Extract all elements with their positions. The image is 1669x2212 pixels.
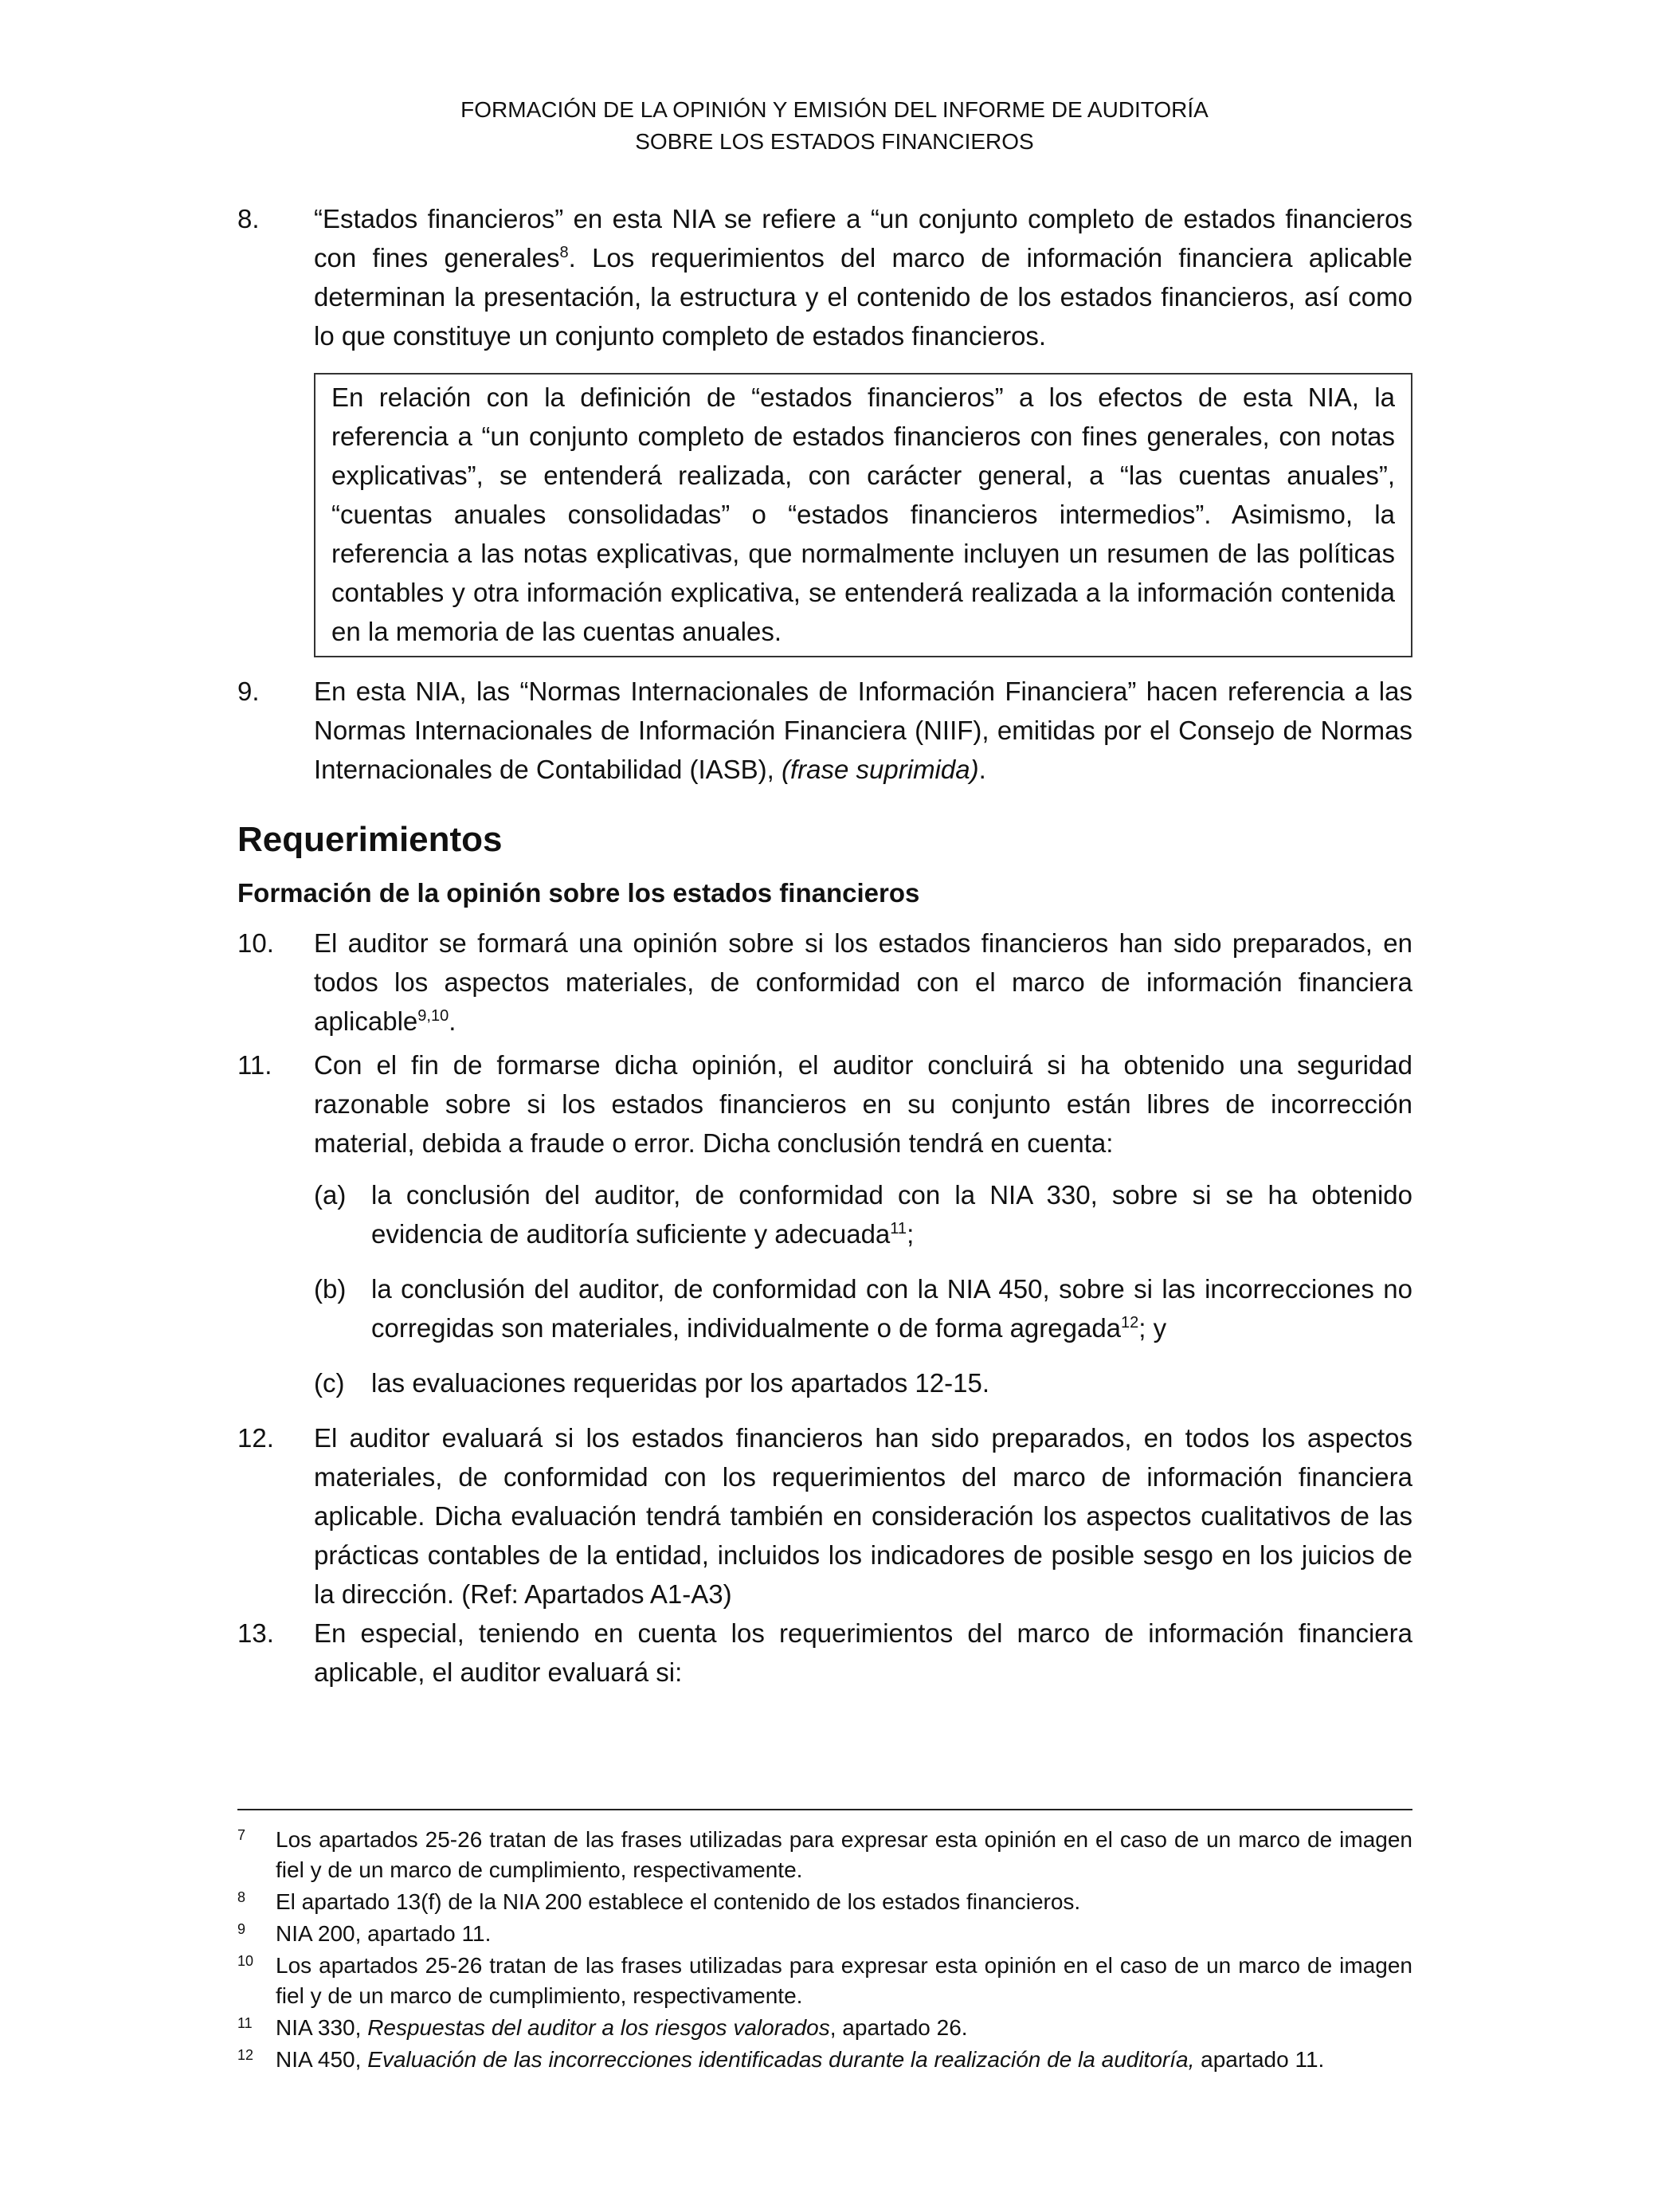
paragraph-number: 12. xyxy=(237,1423,274,1453)
section-title: Requerimientos xyxy=(237,820,503,859)
paragraph-number: 9. xyxy=(237,677,260,706)
paragraph-number: 8. xyxy=(237,204,260,233)
note-box-text: En relación con la definición de “estados financieros” a los efectos de esta NIA, la referencia a “un conjunto completo de estados financieros con fines generales, con notas explicativas”, se entenderá realizada, con carácter general, a “las cuentas anuales”, “cuentas anuales consolidadas” o “estados financieros intermedios”. Asimismo, la referencia a las notas explicativas, que normalmente incluyen un resumen de las políticas contables y otra información explicativa, se entenderá realizada a la información contenida en la memoria de las cuentas anuales. xyxy=(331,382,1395,646)
paragraph-11-sublist xyxy=(314,1175,1412,1402)
footnote-text-continued: , apartado 26. xyxy=(829,2015,968,2040)
footnote-text: Los apartados 25-26 tratan de las frases utilizadas para expresar esta opinión en el caso de un marco de imagen fiel y de un marco de cumplimiento, respectivamente. xyxy=(276,1953,1412,2008)
paragraph-text-continued: . xyxy=(449,1006,456,1036)
paragraph-number: 11. xyxy=(237,1050,272,1080)
paragraph-text-continued: . Los requerimientos del marco de información financiera aplicable determinan la presentación, la estructura y el contenido de los estados financieros, así como lo que constituye un conjunto completo de estados financieros. xyxy=(314,243,1412,351)
paragraph-number: 10. xyxy=(237,928,274,958)
list-item-text: la conclusión del auditor, de conformidad con la NIA 450, sobre si las incorrecciones no corregidas son materiales, individualmente o de forma agregada xyxy=(371,1274,1412,1343)
paragraph-10 xyxy=(237,924,1412,1041)
paragraph-12 xyxy=(237,1418,1412,1614)
footnote-8 xyxy=(237,1887,1412,1917)
footnote-italic-title: Respuestas del auditor a los riesgos valorados xyxy=(367,2015,830,2040)
list-item-letter: (c) xyxy=(314,1368,345,1398)
footnote-7 xyxy=(237,1825,1412,1885)
footnote-ref-9-10[interactable]: 9,10 xyxy=(417,1007,449,1025)
list-item-text-continued: ; xyxy=(907,1219,915,1249)
footnote-11 xyxy=(237,2013,1412,2043)
footnote-italic-title: Evaluación de las incorrecciones identificadas durante la realización de la auditoría, xyxy=(367,2047,1195,2072)
paragraph-number: 13. xyxy=(237,1618,274,1648)
page-header xyxy=(0,94,1669,158)
paragraph-text: “Estados financieros” en esta NIA se refiere a “un conjunto completo de estados financieros con fines generales xyxy=(314,204,1412,273)
footnote-number: 8 xyxy=(237,1889,246,1905)
footnote-text: El apartado 13(f) de la NIA 200 establece el contenido de los estados financieros. xyxy=(276,1889,1081,1914)
footnote-ref-12[interactable]: 12 xyxy=(1121,1314,1139,1332)
footnote-10 xyxy=(237,1951,1412,2011)
paragraph-text: En esta NIA, las “Normas Internacionales de Información Financiera” hacen referencia a las Normas Internacionales de Información Financiera (NIIF), emitidas por el Consejo de Normas Internacionales de Contabilidad (IASB), xyxy=(314,677,1412,784)
paragraph-9 xyxy=(237,672,1412,789)
footnote-number: 7 xyxy=(237,1827,246,1843)
footnote-number: 11 xyxy=(237,2015,253,2031)
list-item-text: las evaluaciones requeridas por los apartados 12-15. xyxy=(371,1368,989,1398)
subsection-title: Formación de la opinión sobre los estados financieros xyxy=(237,878,920,908)
list-item-text: la conclusión del auditor, de conformidad con la NIA 330, sobre si se ha obtenido evidencia de auditoría suficiente y adecuada xyxy=(371,1180,1412,1249)
footnote-number: 12 xyxy=(237,2047,254,2063)
paragraph-text-continued: . xyxy=(978,755,986,784)
footnote-text: NIA 200, apartado 11. xyxy=(276,1921,492,1946)
list-item-letter: (a) xyxy=(314,1180,347,1210)
list-item xyxy=(314,1363,1412,1402)
footnote-number: 9 xyxy=(237,1921,246,1937)
footnote-number: 10 xyxy=(237,1953,254,1969)
spanish-adaptation-note-box xyxy=(314,373,1412,657)
list-item-letter: (b) xyxy=(314,1274,347,1304)
footnote-ref-11[interactable]: 11 xyxy=(890,1220,907,1237)
list-item xyxy=(314,1269,1412,1347)
header-line-2: SOBRE LOS ESTADOS FINANCIEROS xyxy=(635,129,1034,154)
paragraph-text: En especial, teniendo en cuenta los requerimientos del marco de información financiera aplicable, el auditor evaluará si: xyxy=(314,1618,1412,1687)
list-item-text-continued: ; y xyxy=(1138,1313,1167,1343)
main-content xyxy=(237,199,1412,1692)
paragraph-text: El auditor evaluará si los estados financieros han sido preparados, en todos los aspectos materiales, de conformidad con los requerimientos del marco de información financiera aplicable. Dicha evaluación tendrá también en consideración los aspectos cualitativos de las prácticas contables de la entidad, incluidos los indicadores de posible sesgo en los juicios de la dirección. (Ref: Apartados A1-A3) xyxy=(314,1423,1412,1609)
header-line-1: FORMACIÓN DE LA OPINIÓN Y EMISIÓN DEL INFORME DE AUDITORÍA xyxy=(460,97,1209,122)
footnote-divider xyxy=(237,1809,1412,1810)
footnote-text: NIA 330, xyxy=(276,2015,368,2040)
footnotes-section xyxy=(237,1809,1412,2077)
footnote-text: Los apartados 25-26 tratan de las frases utilizadas para expresar esta opinión en el caso de un marco de imagen fiel y de un marco de cumplimiento, respectivamente. xyxy=(276,1827,1412,1882)
list-item xyxy=(314,1175,1412,1253)
paragraph-text: El auditor se formará una opinión sobre si los estados financieros han sido preparados, en todos los aspectos materiales, de conformidad con el marco de información financiera aplicable xyxy=(314,928,1412,1036)
footnote-12 xyxy=(237,2045,1412,2075)
paragraph-text: Con el fin de formarse dicha opinión, el auditor concluirá si ha obtenido una seguridad razonable sobre si los estados financieros en su conjunto están libres de incorrección material, debida a fraude o error. Dicha conclusión tendrá en cuenta: xyxy=(314,1050,1412,1158)
footnote-text-continued: apartado 11. xyxy=(1194,2047,1325,2072)
italic-text: (frase suprimida) xyxy=(782,755,979,784)
paragraph-11 xyxy=(237,1045,1412,1163)
footnote-text: NIA 450, xyxy=(276,2047,368,2072)
paragraph-13 xyxy=(237,1614,1412,1692)
footnote-ref-8[interactable]: 8 xyxy=(559,244,569,261)
footnote-9 xyxy=(237,1919,1412,1949)
paragraph-8 xyxy=(237,199,1412,355)
